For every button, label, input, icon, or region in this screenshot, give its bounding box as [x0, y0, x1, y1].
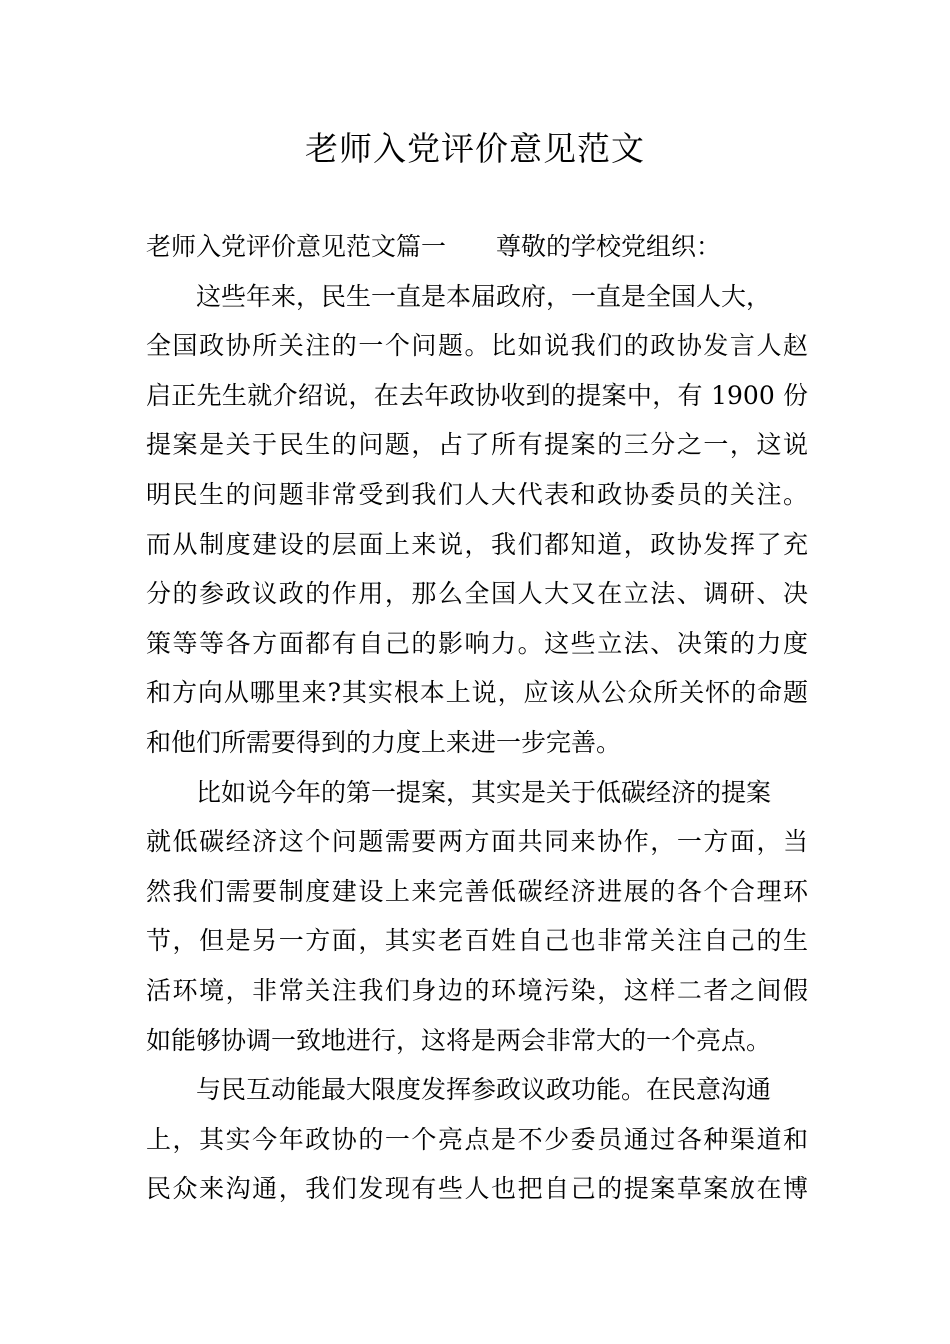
paragraph-line: 活环境，非常关注我们身边的环境污染，这样二者之间假	[146, 975, 808, 1005]
intro-line	[146, 222, 808, 272]
paragraph-line: 启正先生就介绍说，在去年政协收到的提案中，有 1900 份	[146, 380, 808, 410]
paragraph-line: 然我们需要制度建设上来完善低碳经济进展的各个合理环	[146, 876, 808, 906]
paragraph-line: 明民生的问题非常受到我们人大代表和政协委员的关注。	[146, 479, 808, 509]
paragraph-line: 与民互动能最大限度发挥参政议政功能。在民意沟通	[196, 1075, 772, 1105]
paragraph	[146, 1065, 808, 1214]
paragraph-line: 和方向从哪里来?其实根本上说，应该从公众所关怀的命题	[146, 678, 808, 708]
paragraph-line: 民众来沟通，我们发现有些人也把自己的提案草案放在博	[146, 1174, 808, 1204]
paragraph-line: 节，但是另一方面，其实老百姓自己也非常关注自己的生	[146, 926, 808, 956]
document-title: 老师入党评价意见范文	[305, 129, 645, 168]
salutation: 尊敬的学校党组织：	[496, 232, 722, 261]
paragraph-line: 比如说今年的第一提案，其实是关于低碳经济的提案	[196, 777, 772, 807]
paragraph-line: 这些年来，民生一直是本届政府，一直是全国人大，	[196, 281, 772, 311]
paragraph	[146, 768, 808, 1066]
paragraph-line: 全国政协所关注的一个问题。比如说我们的政协发言人赵	[146, 331, 808, 361]
paragraph-line: 和他们所需要得到的力度上来进一步完善。	[146, 727, 622, 757]
paragraph	[146, 272, 808, 768]
paragraph-line: 就低碳经济这个问题需要两方面共同来协作，一方面，当	[146, 827, 808, 857]
section-label: 老师入党评价意见范文篇一	[146, 232, 447, 261]
paragraph-line: 而从制度建设的层面上来说，我们都知道，政协发挥了充	[146, 529, 808, 559]
paragraph-line: 分的参政议政的作用，那么全国人大又在立法、调研、决	[146, 579, 808, 609]
paragraph-line: 提案是关于民生的问题，占了所有提案的三分之一，这说	[146, 430, 808, 460]
paragraph-line: 上，其实今年政协的一个亮点是不少委员通过各种渠道和	[146, 1124, 808, 1154]
document-body	[146, 222, 808, 1214]
paragraph-line: 策等等各方面都有自己的影响力。这些立法、决策的力度	[146, 628, 808, 658]
paragraph-line: 如能够协调一致地进行，这将是两会非常大的一个亮点。	[146, 1025, 772, 1055]
